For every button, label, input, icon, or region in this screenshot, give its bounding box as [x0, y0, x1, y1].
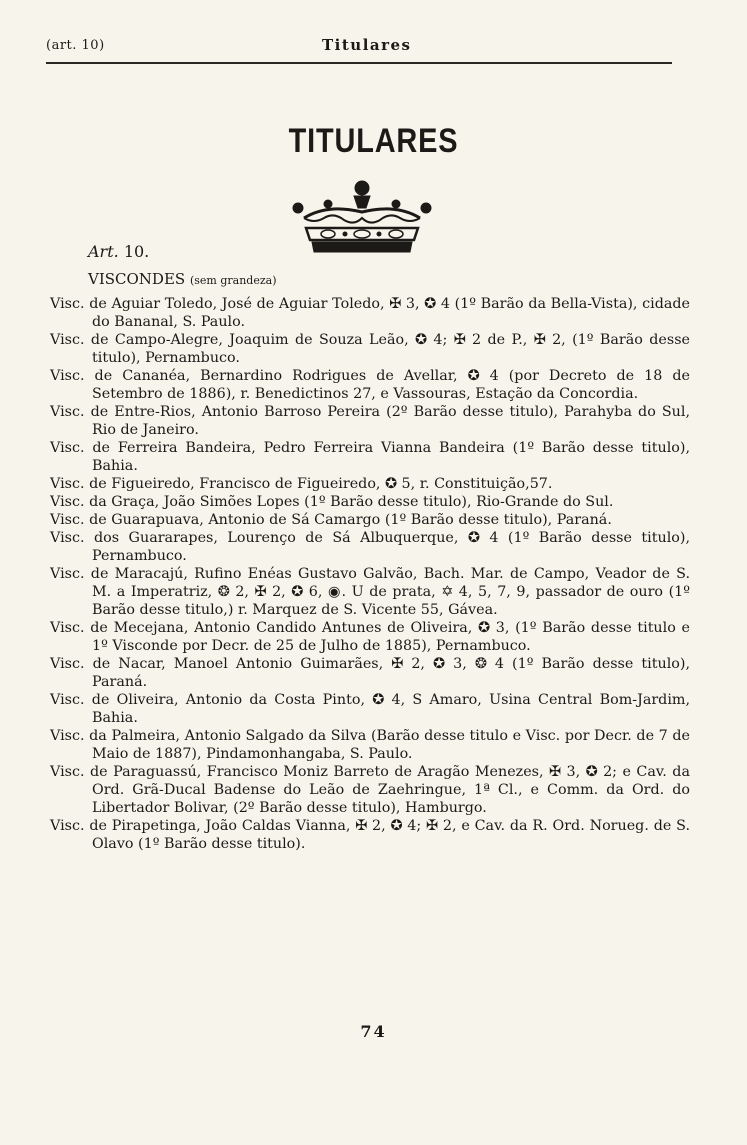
list-item: Visc. de Guarapuava, Antonio de Sá Camargo (1º Barão desse titulo), Paraná. [50, 512, 612, 528]
section-note: (sem grandeza) [189, 274, 277, 287]
article-heading [88, 242, 149, 261]
running-header [46, 36, 672, 64]
header-section-title: Titulares [322, 36, 412, 54]
list-item: Visc. de Oliveira, Antonio da Costa Pinto, ✪ 4, S Amaro, Usina Central Bom-Jardim, Bahia. [50, 692, 690, 726]
section-title: VISCONDES [88, 270, 186, 288]
list-item: Visc. de Mecejana, Antonio Candido Antunes de Oliveira, ✪ 3, (1º Barão desse titulo e 1º Visconde por Decr. de 25 de Julho de 1885), Pernambuco. [50, 620, 690, 654]
list-item: Visc. de Ferreira Bandeira, Pedro Ferreira Vianna Bandeira (1º Barão desse titulo), Bahia. [50, 440, 690, 474]
page-number: 74 [360, 1022, 387, 1041]
list-item: Visc. de Cananéa, Bernardino Rodrigues de Avellar, ✪ 4 (por Decreto de 18 de Setembro de 1886), r. Benedictinos 27, e Vassouras, Estação da Concordia. [50, 368, 690, 402]
list-item: Visc. de Figueiredo, Francisco de Figueiredo, ✪ 5, r. Constituição,57. [50, 476, 553, 492]
list-item: Visc. da Palmeira, Antonio Salgado da Silva (Barão desse titulo e Visc. por Decr. de 7 de Maio de 1887), Pindamonhangaba, S. Paulo. [50, 728, 690, 762]
list-item: Visc. de Maracajú, Rufino Enéas Gustavo Galvão, Bach. Mar. de Campo, Veador de S. M. a Imperatriz, ❂ 2, ✠ 2, ✪ 6, ◉. U de prata, ✡ 4, 5, 7, 9, passador de ouro (1º Barão desse titulo,) r. Marquez de S. Vicente 55, Gávea. [50, 566, 690, 618]
list-item: Visc. de Nacar, Manoel Antonio Guimarães, ✠ 2, ✪ 3, ❂ 4 (1º Barão desse titulo), Paraná. [50, 656, 690, 690]
entry-list [50, 295, 690, 853]
section-heading [88, 270, 276, 288]
crown-emblem-icon [284, 178, 440, 264]
list-item: Visc. da Graça, João Simões Lopes (1º Barão desse titulo), Rio-Grande do Sul. [50, 494, 614, 510]
list-item: Visc. de Campo-Alegre, Joaquim de Souza Leão, ✪ 4; ✠ 2 de P., ✠ 2, (1º Barão desse titulo), Pernambuco. [50, 332, 690, 366]
list-item: Visc. de Paraguassú, Francisco Moniz Barreto de Aragão Menezes, ✠ 3, ✪ 2; e Cav. da Ord. Grã-Ducal Badense do Leão de Zaehringue, 1ª Cl., e Comm. da Ord. do Libertador Bolivar, (2º Barão desse titulo), Hamburgo. [50, 764, 690, 816]
list-item: Visc. de Aguiar Toledo, José de Aguiar Toledo, ✠ 3, ✪ 4 (1º Barão da Bella-Vista), cidade do Bananal, S. Paulo. [50, 296, 690, 330]
article-label: Art. [88, 242, 119, 261]
header-article-ref: (art. 10) [46, 38, 105, 53]
page-title: TITULARES [288, 122, 459, 160]
article-number: 10. [123, 242, 150, 261]
list-item: Visc. dos Guararapes, Lourenço de Sá Albuquerque, ✪ 4 (1º Barão desse titulo), Pernambuco. [50, 530, 690, 564]
list-item: Visc. de Entre-Rios, Antonio Barroso Pereira (2º Barão desse titulo), Parahyba do Sul, Rio de Janeiro. [50, 404, 690, 438]
list-item: Visc. de Pirapetinga, João Caldas Vianna, ✠ 2, ✪ 4; ✠ 2, e Cav. da R. Ord. Norueg. de S. Olavo (1º Barão desse titulo). [50, 818, 690, 852]
